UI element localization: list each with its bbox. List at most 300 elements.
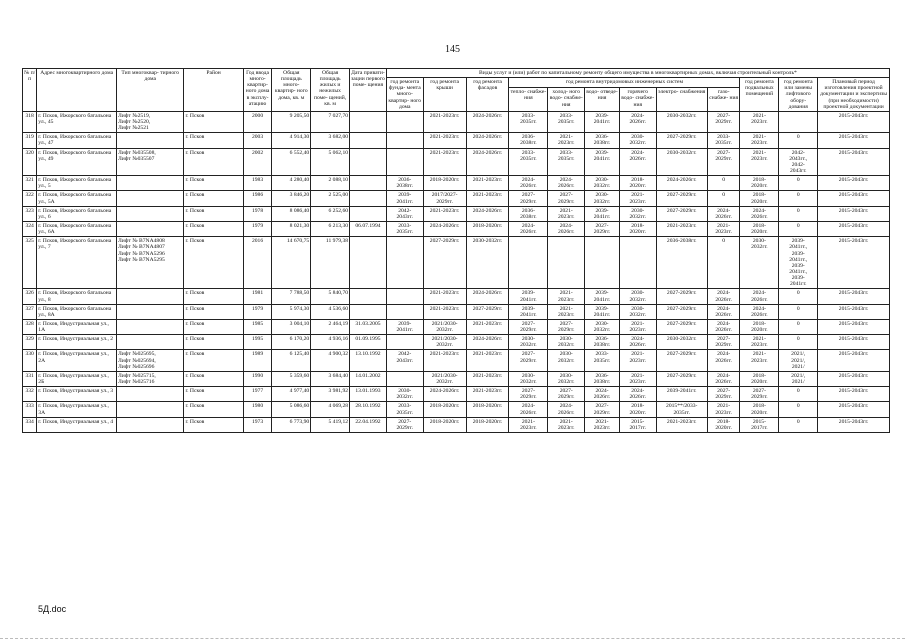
cell-building-type: Лифт №035508, Лифт №035507 (117, 148, 184, 176)
cell-gas-repair: 2027- 2029гг. (707, 148, 740, 176)
cell-district: г. Псков (184, 111, 243, 132)
cell-roof-repair: 2024-2026гг. (423, 221, 466, 236)
cell-basement-repair: 2021- 2023гг. (740, 133, 779, 148)
cell-roof-repair: 2021-2023гг. (423, 133, 466, 148)
cell-area-living: 3 981,92 (311, 387, 350, 402)
table-row (23, 387, 890, 402)
table-row (23, 176, 890, 191)
cell-roof-repair: 2017/2027- 2029гг. (423, 191, 466, 206)
cell-foundation-repair: 2039- 2041гг. (386, 319, 423, 334)
cell-address: г. Псков, Ижорского батальона ул., 6А (37, 221, 117, 236)
cell-drain-repair: 2033- 2035гг. (585, 350, 620, 371)
cell-drain-repair: 2039- 2041гг. (585, 206, 620, 221)
cell-basement-repair: 2018- 2020гг. (740, 319, 779, 334)
cell-gas-repair: 2027- 2029гг. (707, 111, 740, 132)
repair-table-container (22, 68, 890, 433)
cell-area-total: 6 170,20 (272, 335, 311, 350)
cell-year-built: 1980 (243, 402, 272, 417)
cell-electric-repair: 2036-2038гг. (656, 237, 707, 289)
cell-drain-repair: 2039- 2041гг. (585, 304, 620, 319)
cell-privatization-date (350, 304, 387, 319)
cell-hot-water-repair (619, 237, 656, 289)
cell-drain-repair: 2027- 2029гг. (585, 221, 620, 236)
table-row (23, 335, 890, 350)
cell-building-type (117, 402, 184, 417)
cell-foundation-repair (386, 371, 423, 386)
header-address: Адрес многоквартирного дома (37, 69, 117, 112)
cell-elevator-repair: 0 (779, 319, 818, 334)
cell-row-number: 332 (23, 387, 37, 402)
cell-roof-repair: 2021-2023гг. (423, 111, 466, 132)
cell-electric-repair: 2015**/2033- 2035гг. (656, 402, 707, 417)
cell-row-number: 322 (23, 191, 37, 206)
cell-cold-water-repair: 2033- 2035гг. (548, 148, 585, 176)
cell-plan-period: 2015-2043гг. (818, 133, 890, 148)
cell-basement-repair: 2024- 2026гг. (740, 289, 779, 304)
cell-elevator-repair (779, 111, 818, 132)
cell-row-number: 328 (23, 319, 37, 334)
cell-area-total: 4 914,30 (272, 133, 311, 148)
cell-area-living: 2 464,19 (311, 319, 350, 334)
footer-filename: 5Д.doc (38, 604, 67, 614)
cell-year-built: 2000 (243, 111, 272, 132)
table-row (23, 221, 890, 236)
cell-electric-repair: 2027-2029гг. (656, 206, 707, 221)
header-works-group: Виды услуг и (или) работ по капитальному ремонту общего имущества в многоквартирных домах, включая строительный контроль* (386, 69, 889, 78)
cell-basement-repair: 2018- 2020гг. (740, 402, 779, 417)
cell-hot-water-repair: 2018- 2020гг. (619, 221, 656, 236)
cell-facade-repair: 2030-2032гг. (466, 237, 509, 289)
cell-elevator-repair: 0 (779, 206, 818, 221)
cell-plan-period: 2015-2043гг. (818, 206, 890, 221)
cell-plan-period: 2015-2043гг. (818, 304, 890, 319)
cell-drain-repair: 2039- 2041гг. (585, 148, 620, 176)
header-systems-group: год ремонта внутридомовых инженерных систем (509, 78, 740, 88)
cell-elevator-repair: 0 (779, 176, 818, 191)
cell-facade-repair: 2024-2026гг. (466, 148, 509, 176)
cell-electric-repair: 2024-2026гг. (656, 176, 707, 191)
cell-area-living: 2 525,00 (311, 191, 350, 206)
cell-drain-repair: 2024- 2026гг. (585, 387, 620, 402)
cell-row-number: 320 (23, 148, 37, 176)
cell-heat-repair: 2033- 2035гг. (509, 148, 548, 176)
cell-basement-repair: 2021- 2023гг. (740, 350, 779, 371)
cell-roof-repair: 2021-2023гг. (423, 304, 466, 319)
cell-gas-repair: 2027- 2029гг. (707, 335, 740, 350)
cell-drain-repair: 2021- 2023гг. (585, 417, 620, 432)
cell-row-number: 331 (23, 371, 37, 386)
table-row (23, 133, 890, 148)
cell-plan-period: 2015-2043гг. (818, 191, 890, 206)
header-district: Район (184, 69, 243, 112)
cell-cold-water-repair: 2024- 2026гг. (548, 402, 585, 417)
cell-hot-water-repair: 2024- 2026гг. (619, 148, 656, 176)
cell-plan-period: 2015-2043гг. (818, 350, 890, 371)
cell-roof-repair: 2024-2026гг. (423, 387, 466, 402)
cell-roof-repair: 2027-2029гг. (423, 237, 466, 289)
cell-row-number: 324 (23, 221, 37, 236)
cell-hot-water-repair: 2030- 2032гг. (619, 304, 656, 319)
table-row (23, 237, 890, 289)
header-electric: электро- снабжения (656, 88, 707, 112)
cell-hot-water-repair: 2030- 2032гг. (619, 289, 656, 304)
cell-cold-water-repair: 2024- 2026гг. (548, 176, 585, 191)
cell-foundation-repair: 2033- 2035гг. (386, 402, 423, 417)
cell-cold-water-repair: 2027- 2029гг. (548, 319, 585, 334)
cell-plan-period: 2015-2043гг. (818, 289, 890, 304)
cell-address: г. Псков, Ижорского батальона ул., 47 (37, 133, 117, 148)
cell-foundation-repair (386, 111, 423, 132)
cell-basement-repair: 2021- 2023гг. (740, 335, 779, 350)
table-row (23, 289, 890, 304)
cell-address: г. Псков, Ижорского батальона ул., 49 (37, 148, 117, 176)
cell-heat-repair: 2027- 2029гг. (509, 191, 548, 206)
cell-gas-repair: 2021- 2023гг. (707, 402, 740, 417)
cell-building-type (117, 191, 184, 206)
cell-cold-water-repair: 2027- 2029гг. (548, 387, 585, 402)
cell-electric-repair: 2021-2023гг. (656, 417, 707, 432)
cell-building-type (117, 417, 184, 432)
cell-hot-water-repair: 2024- 2026гг. (619, 335, 656, 350)
cell-plan-period: 2015-2043гг. (818, 148, 890, 176)
cell-roof-repair: 2021-2023гг. (423, 350, 466, 371)
cell-year-built: 1979 (243, 221, 272, 236)
cell-area-total: 4 977,40 (272, 387, 311, 402)
cell-row-number: 329 (23, 335, 37, 350)
cell-facade-repair: 2024-2026гг. (466, 133, 509, 148)
cell-electric-repair: 2027-2029гг. (656, 133, 707, 148)
cell-address: г. Псков, Индустриальная ул., 3А (37, 402, 117, 417)
cell-drain-repair: 2030- 2032гг. (585, 191, 620, 206)
header-gas: газо- снабже- ния (707, 88, 740, 112)
cell-drain-repair: 2039- 2041гг. (585, 289, 620, 304)
cell-facade-repair: 2021-2023гг. (466, 319, 509, 334)
table-row (23, 371, 890, 386)
cell-gas-repair: 2024- 2026гг. (707, 350, 740, 371)
cell-area-living: 5 062,10 (311, 148, 350, 176)
cell-district: г. Псков (184, 133, 243, 148)
cell-year-built: 1995 (243, 335, 272, 350)
cell-year-built: 1973 (243, 417, 272, 432)
cell-area-living: 3 684,40 (311, 371, 350, 386)
cell-roof-repair: 2018-2020гг. (423, 402, 466, 417)
header-year: Год ввода много- квартир- ного дома в эксплу- атацию (243, 69, 272, 112)
page-edge-line (0, 638, 905, 639)
cell-privatization-date: 14.01.2002 (350, 371, 387, 386)
cell-basement-repair: 2018- 2020гг. (740, 371, 779, 386)
cell-plan-period: 2015-2043гг. (818, 417, 890, 432)
cell-district: г. Псков (184, 221, 243, 236)
cell-heat-repair: 2021- 2023гг. (509, 417, 548, 432)
cell-building-type: Лифт № В7NA4808 Лифт № В7NA4807 Лифт № В7NA5296 Лифт № В7NA5295 (117, 237, 184, 289)
cell-heat-repair (509, 237, 548, 289)
cell-electric-repair: 2021-2023гг. (656, 221, 707, 236)
cell-address: г. Псков, Индустриальная ул., 4 (37, 417, 117, 432)
cell-building-type (117, 133, 184, 148)
cell-row-number: 327 (23, 304, 37, 319)
cell-row-number: 321 (23, 176, 37, 191)
cell-electric-repair: 2030-2032гг. (656, 111, 707, 132)
cell-district: г. Псков (184, 402, 243, 417)
cell-area-living: 5 419,12 (311, 417, 350, 432)
cell-district: г. Псков (184, 304, 243, 319)
cell-basement-repair: 2015- 2017гг. (740, 417, 779, 432)
cell-building-type: Лифт №025695, Лифт №025694, Лифт №025696 (117, 350, 184, 371)
cell-address: г. Псков, Ижорского батальона ул., 5 (37, 176, 117, 191)
header-drain: водо- отведе- ния (585, 88, 620, 112)
cell-basement-repair: 2027- 2029гг. (740, 387, 779, 402)
cell-electric-repair: 2027-2029гг. (656, 191, 707, 206)
cell-basement-repair: 2030- 2032гг. (740, 237, 779, 289)
cell-cold-water-repair: 2021- 2023гг. (548, 206, 585, 221)
cell-district: г. Псков (184, 148, 243, 176)
table-row (23, 111, 890, 132)
cell-year-built: 1990 (243, 371, 272, 386)
cell-drain-repair: 2039- 2041гг. (585, 111, 620, 132)
cell-elevator-repair: 2042- 2043гг., 2042- 2043гг. (779, 148, 818, 176)
cell-drain-repair: 2030- 2032гг. (585, 319, 620, 334)
cell-area-total: 3 846,20 (272, 191, 311, 206)
cell-facade-repair: 2024-2026гг. (466, 206, 509, 221)
cell-area-living: 7 027,70 (311, 111, 350, 132)
cell-plan-period: 2015-2043гг. (818, 221, 890, 236)
cell-roof-repair: 2021/2030- 2032гг. (423, 335, 466, 350)
cell-area-total: 14 670,75 (272, 237, 311, 289)
cell-facade-repair: 2021-2023гг. (466, 387, 509, 402)
header-privatization-date: Дата привати- зации первого поме- щения (350, 69, 387, 112)
cell-facade-repair: 2018-2020гг. (466, 221, 509, 236)
cell-year-built: 1989 (243, 350, 272, 371)
cell-heat-repair: 2027- 2029гг. (509, 387, 548, 402)
cell-heat-repair: 2030- 2032гг. (509, 335, 548, 350)
cell-building-type (117, 289, 184, 304)
cell-area-living: 4 900,32 (311, 350, 350, 371)
cell-gas-repair: 2024- 2026гг. (707, 319, 740, 334)
cell-heat-repair: 2027- 2029гг. (509, 350, 548, 371)
cell-foundation-repair: 2033- 2035гг. (386, 221, 423, 236)
cell-drain-repair: 2036- 2038гг. (585, 371, 620, 386)
cell-privatization-date (350, 237, 387, 289)
cell-address: г. Псков, Индустриальная ул., 2 (37, 335, 117, 350)
cell-area-living: 6 213,30 (311, 221, 350, 236)
cell-facade-repair: 2021-2023гг. (466, 371, 509, 386)
cell-gas-repair: 0 (707, 191, 740, 206)
table-header (23, 69, 890, 112)
cell-district: г. Псков (184, 387, 243, 402)
cell-gas-repair: 2027- 2029гг. (707, 387, 740, 402)
cell-roof-repair: 2021/2030- 2032гг. (423, 371, 466, 386)
table-row (23, 350, 890, 371)
cell-area-total: 6 773,90 (272, 417, 311, 432)
cell-electric-repair: 2039-2041гг. (656, 387, 707, 402)
cell-foundation-repair: 2039- 2041гг. (386, 191, 423, 206)
cell-elevator-repair: 2021/, 2021/ (779, 371, 818, 386)
cell-roof-repair: 2021-2023гг. (423, 148, 466, 176)
cell-heat-repair: 2030- 2032гг. (509, 371, 548, 386)
cell-cold-water-repair: 2030- 2032гг. (548, 350, 585, 371)
cell-address: г. Псков, Ижорского батальона ул., 8 (37, 289, 117, 304)
cell-district: г. Псков (184, 371, 243, 386)
cell-foundation-repair (386, 133, 423, 148)
cell-heat-repair: 2027- 2029гг. (509, 319, 548, 334)
cell-elevator-repair: 0 (779, 402, 818, 417)
cell-district: г. Псков (184, 191, 243, 206)
header-area-living: Общая площадь жилых и нежилых поме- щений, кв. м (311, 69, 350, 112)
table-row (23, 191, 890, 206)
cell-area-total: 5 974,30 (272, 304, 311, 319)
cell-district: г. Псков (184, 350, 243, 371)
header-roof: год ремонта крыши (423, 78, 466, 112)
cell-facade-repair: 2021-2023гг. (466, 191, 509, 206)
cell-area-total: 5 086,60 (272, 402, 311, 417)
cell-address: г. Псков, Индустриальная ул., 1А (37, 319, 117, 334)
cell-gas-repair: 2024- 2026гг. (707, 371, 740, 386)
cell-building-type (117, 206, 184, 221)
cell-cold-water-repair: 2021- 2023гг. (548, 289, 585, 304)
table-row (23, 402, 890, 417)
cell-basement-repair: 2018- 2020гг. (740, 221, 779, 236)
cell-gas-repair: 0 (707, 237, 740, 289)
table-row (23, 417, 890, 432)
cell-year-built: 1985 (243, 319, 272, 334)
cell-row-number: 326 (23, 289, 37, 304)
cell-district: г. Псков (184, 335, 243, 350)
cell-cold-water-repair: 2021- 2023гг. (548, 304, 585, 319)
cell-privatization-date: 28.10.1992 (350, 402, 387, 417)
cell-district: г. Псков (184, 206, 243, 221)
cell-privatization-date: 06.07.1994 (350, 221, 387, 236)
cell-plan-period: 2015-2043гг. (818, 371, 890, 386)
cell-hot-water-repair: 2021- 2023гг. (619, 350, 656, 371)
cell-gas-repair: 2024- 2026гг. (707, 304, 740, 319)
cell-facade-repair: 2018-2020гг. (466, 402, 509, 417)
cell-drain-repair: 2030- 2032гг. (585, 176, 620, 191)
cell-year-built: 1978 (243, 206, 272, 221)
cell-year-built: 2003 (243, 133, 272, 148)
cell-plan-period: 2015-2043гг. (818, 176, 890, 191)
cell-basement-repair: 2018- 2020гг. (740, 176, 779, 191)
cell-electric-repair: 2027-2029гг. (656, 304, 707, 319)
cell-drain-repair: 2036- 2038гг. (585, 133, 620, 148)
header-hot-water: горячего водо- снабже- ния (619, 88, 656, 112)
cell-area-living: 11 979,38 (311, 237, 350, 289)
cell-heat-repair: 2039- 2041гг. (509, 304, 548, 319)
table-body (23, 111, 890, 432)
cell-electric-repair: 2027-2029гг. (656, 319, 707, 334)
cell-electric-repair: 2030-2032гг. (656, 148, 707, 176)
header-cold-water: холод- ного водо- снабже- ния (548, 88, 585, 112)
cell-privatization-date (350, 289, 387, 304)
cell-area-living: 4 936,16 (311, 335, 350, 350)
page-number: 145 (445, 44, 460, 55)
table-row (23, 148, 890, 176)
header-heat: тепло- снабже- ния (509, 88, 548, 112)
cell-area-total: 7 788,50 (272, 289, 311, 304)
cell-elevator-repair: 0 (779, 304, 818, 319)
cell-row-number: 325 (23, 237, 37, 289)
cell-area-total: 8 086,40 (272, 206, 311, 221)
cell-privatization-date (350, 133, 387, 148)
cell-district: г. Псков (184, 289, 243, 304)
cell-roof-repair: 2021-2023гг. (423, 206, 466, 221)
cell-elevator-repair: 0 (779, 387, 818, 402)
cell-foundation-repair: 2027- 2029гг. (386, 417, 423, 432)
cell-heat-repair: 2033- 2035гг. (509, 111, 548, 132)
cell-foundation-repair (386, 237, 423, 289)
cell-electric-repair: 2027-2029гг. (656, 350, 707, 371)
cell-gas-repair: 2024- 2026гг. (707, 289, 740, 304)
cell-elevator-repair: 0 (779, 133, 818, 148)
cell-area-living: 5 840,70 (311, 289, 350, 304)
header-type: Тип многоквар- тирного дома (117, 69, 184, 112)
header-basement: год ремонта подвальных помещений (740, 78, 779, 112)
cell-plan-period: 2015-2043гг. (818, 319, 890, 334)
cell-area-total: 6 125,40 (272, 350, 311, 371)
cell-area-total: 5 359,60 (272, 371, 311, 386)
cell-hot-water-repair: 2024- 2026гг. (619, 387, 656, 402)
cell-basement-repair: 2024- 2026гг. (740, 304, 779, 319)
cell-building-type (117, 176, 184, 191)
cell-row-number: 318 (23, 111, 37, 132)
cell-hot-water-repair: 2030- 2032гг. (619, 206, 656, 221)
cell-basement-repair: 2021- 2023гг. (740, 148, 779, 176)
cell-basement-repair: 2021- 2023гг. (740, 111, 779, 132)
header-plan: Плановый период изготовления проектной документации и экспертизы (при необходимости) проектной документации (818, 78, 890, 112)
cell-gas-repair: 2024- 2026гг. (707, 206, 740, 221)
cell-electric-repair: 2027-2029гг. (656, 289, 707, 304)
cell-privatization-date (350, 176, 387, 191)
cell-address: г. Псков, Индустриальная ул., 2А (37, 350, 117, 371)
cell-privatization-date (350, 148, 387, 176)
cell-cold-water-repair: 2030- 2032гг. (548, 335, 585, 350)
cell-row-number: 323 (23, 206, 37, 221)
cell-heat-repair: 2024- 2026гг. (509, 176, 548, 191)
cell-area-total: 3 004,10 (272, 319, 311, 334)
cell-plan-period: 2015-2043гг. (818, 402, 890, 417)
cell-foundation-repair: 2030- 2032гг. (386, 387, 423, 402)
cell-facade-repair: 2018-2020гг. (466, 417, 509, 432)
cell-building-type (117, 319, 184, 334)
cell-cold-water-repair: 2024- 2026гг. (548, 221, 585, 236)
cell-address: г. Псков, Индустриальная ул., 2Б (37, 371, 117, 386)
cell-address: г. Псков, Ижорского батальона ул., 8А (37, 304, 117, 319)
cell-hot-water-repair: 2024- 2026гг. (619, 111, 656, 132)
cell-address: г. Псков, Ижорского батальона ул., 7 (37, 237, 117, 289)
cell-hot-water-repair: 2018- 2020гг. (619, 402, 656, 417)
cell-heat-repair: 2036- 2038гг. (509, 206, 548, 221)
cell-area-living: 4 536,60 (311, 304, 350, 319)
cell-electric-repair: 2030-2032гг. (656, 335, 707, 350)
cell-year-built: 2016 (243, 237, 272, 289)
cell-address: г. Псков, Индустриальная ул., 3 (37, 387, 117, 402)
cell-row-number: 334 (23, 417, 37, 432)
cell-year-built: 1986 (243, 191, 272, 206)
table-row (23, 304, 890, 319)
capital-repair-table (22, 68, 890, 433)
cell-hot-water-repair: 2018- 2020гг. (619, 176, 656, 191)
cell-facade-repair: 2024-2026гг. (466, 335, 509, 350)
cell-year-built: 1977 (243, 387, 272, 402)
table-row (23, 319, 890, 334)
cell-cold-water-repair: 2030- 2032гг. (548, 371, 585, 386)
cell-facade-repair: 2024-2026гг. (466, 111, 509, 132)
cell-building-type (117, 304, 184, 319)
cell-plan-period: 2015-2043гг. (818, 387, 890, 402)
header-num: № п/п (23, 69, 37, 112)
cell-hot-water-repair: 2015- 2017гг. (619, 417, 656, 432)
cell-area-total: 4 280,40 (272, 176, 311, 191)
cell-cold-water-repair (548, 237, 585, 289)
